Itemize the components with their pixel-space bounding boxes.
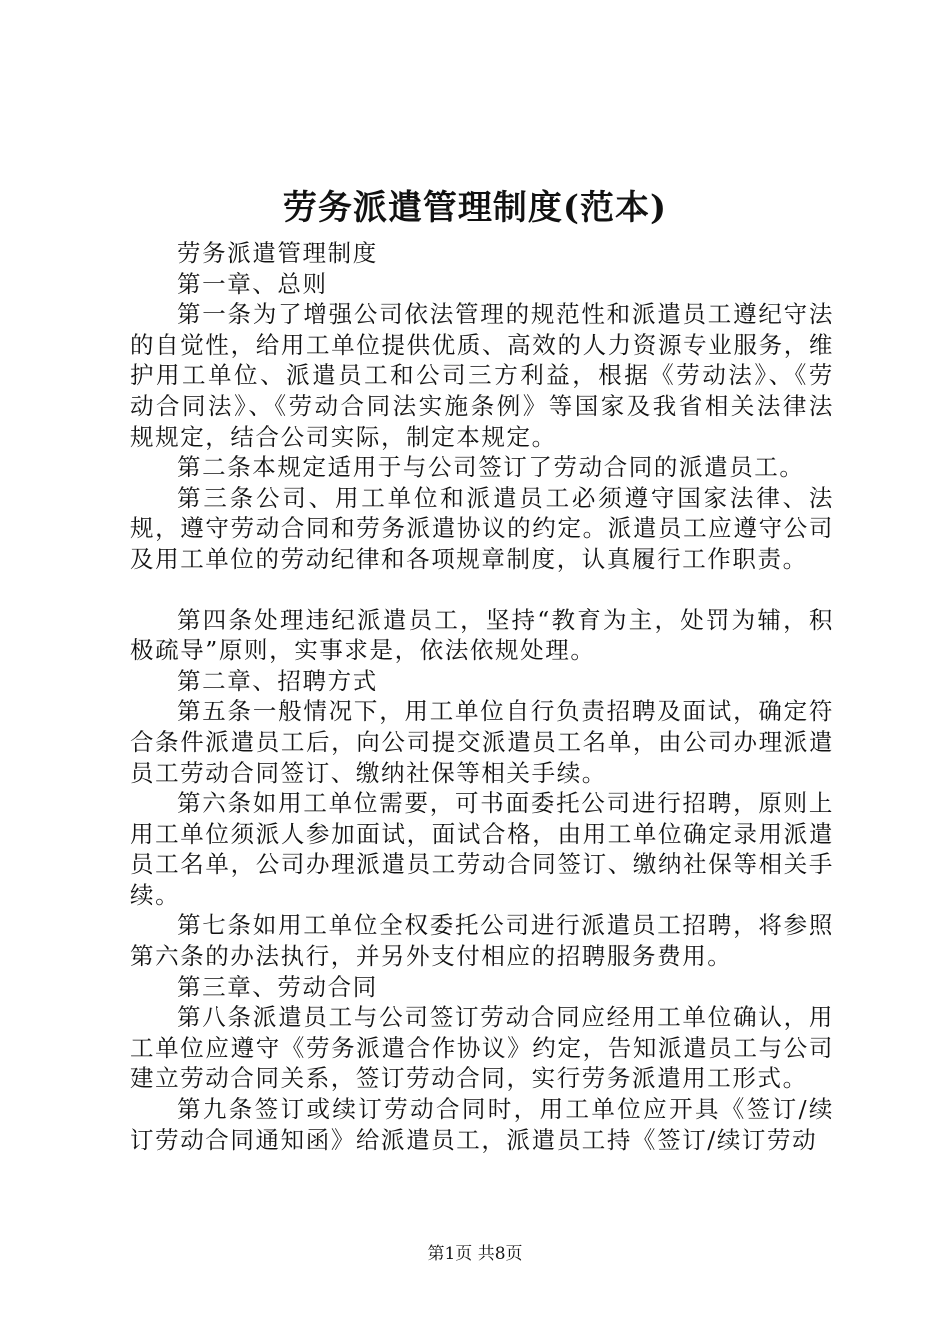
page-footer: 第1页 共8页: [427, 1244, 523, 1264]
article-2: 第二条本规定适用于与公司签订了劳动合同的派遣员工。: [177, 453, 805, 482]
article-7: 第七条如用工单位全权委托公司进行派遣员工招聘，将参照第六条的办法执行，并另外支付相应的招聘服务费用。: [130, 911, 834, 971]
document-title: 劳务派遣管理制度(范本): [282, 188, 668, 228]
article-6: 第六条如用工单位需要，可书面委托公司进行招聘，原则上用工单位须派人参加面试，面试合格，由用工单位确定录用派遣员工名单，公司办理派遣员工劳动合同签订、缴纳社保等相关手续。: [130, 789, 834, 909]
article-5: 第五条一般情况下，用工单位自行负责招聘及面试，确定符合条件派遣员工后，向公司提交派遣员工名单，由公司办理派遣员工劳动合同签订、缴纳社保等相关手续。: [130, 697, 834, 787]
chapter-heading-1: 第一章、总则: [177, 269, 328, 298]
article-4: 第四条处理违纪派遣员工，坚持“教育为主，处罚为辅，积极疏导”原则，实事求是，依法依规处理。: [130, 605, 834, 665]
article-3: 第三条公司、用工单位和派遣员工必须遵守国家法律、法规，遵守劳动合同和劳务派遣协议的约定。派遣员工应遵守公司及用工单位的劳动纪律和各项规章制度，认真履行工作职责。: [130, 483, 834, 573]
chapter-heading-2: 第二章、招聘方式: [177, 666, 378, 695]
article-9: 第九条签订或续订劳动合同时，用工单位应开具《签订/续订劳动合同通知函》给派遣员工，派遣员工持《签订/续订劳动: [130, 1095, 834, 1154]
document-body: [130, 238, 834, 1155]
article-8: 第八条派遣员工与公司签订劳动合同应经用工单位确认，用工单位应遵守《劳务派遣合作协议》约定，告知派遣员工与公司建立劳动合同关系，签订劳动合同，实行劳务派遣用工形式。: [130, 1003, 834, 1093]
chapter-heading-3: 第三章、劳动合同: [177, 972, 378, 1001]
article-1: 第一条为了增强公司依法管理的规范性和派遣员工遵纪守法的自觉性，给用工单位提供优质、高效的人力资源专业服务，维护用工单位、派遣员工和公司三方利益，根据《劳动法》、《劳动合同法》、《劳动合同法实施条例》等国家及我省相关法律法规规定，结合公司实际，制定本规定。: [130, 300, 834, 451]
paragraph-doc-name: 劳务派遣管理制度: [177, 239, 378, 267]
